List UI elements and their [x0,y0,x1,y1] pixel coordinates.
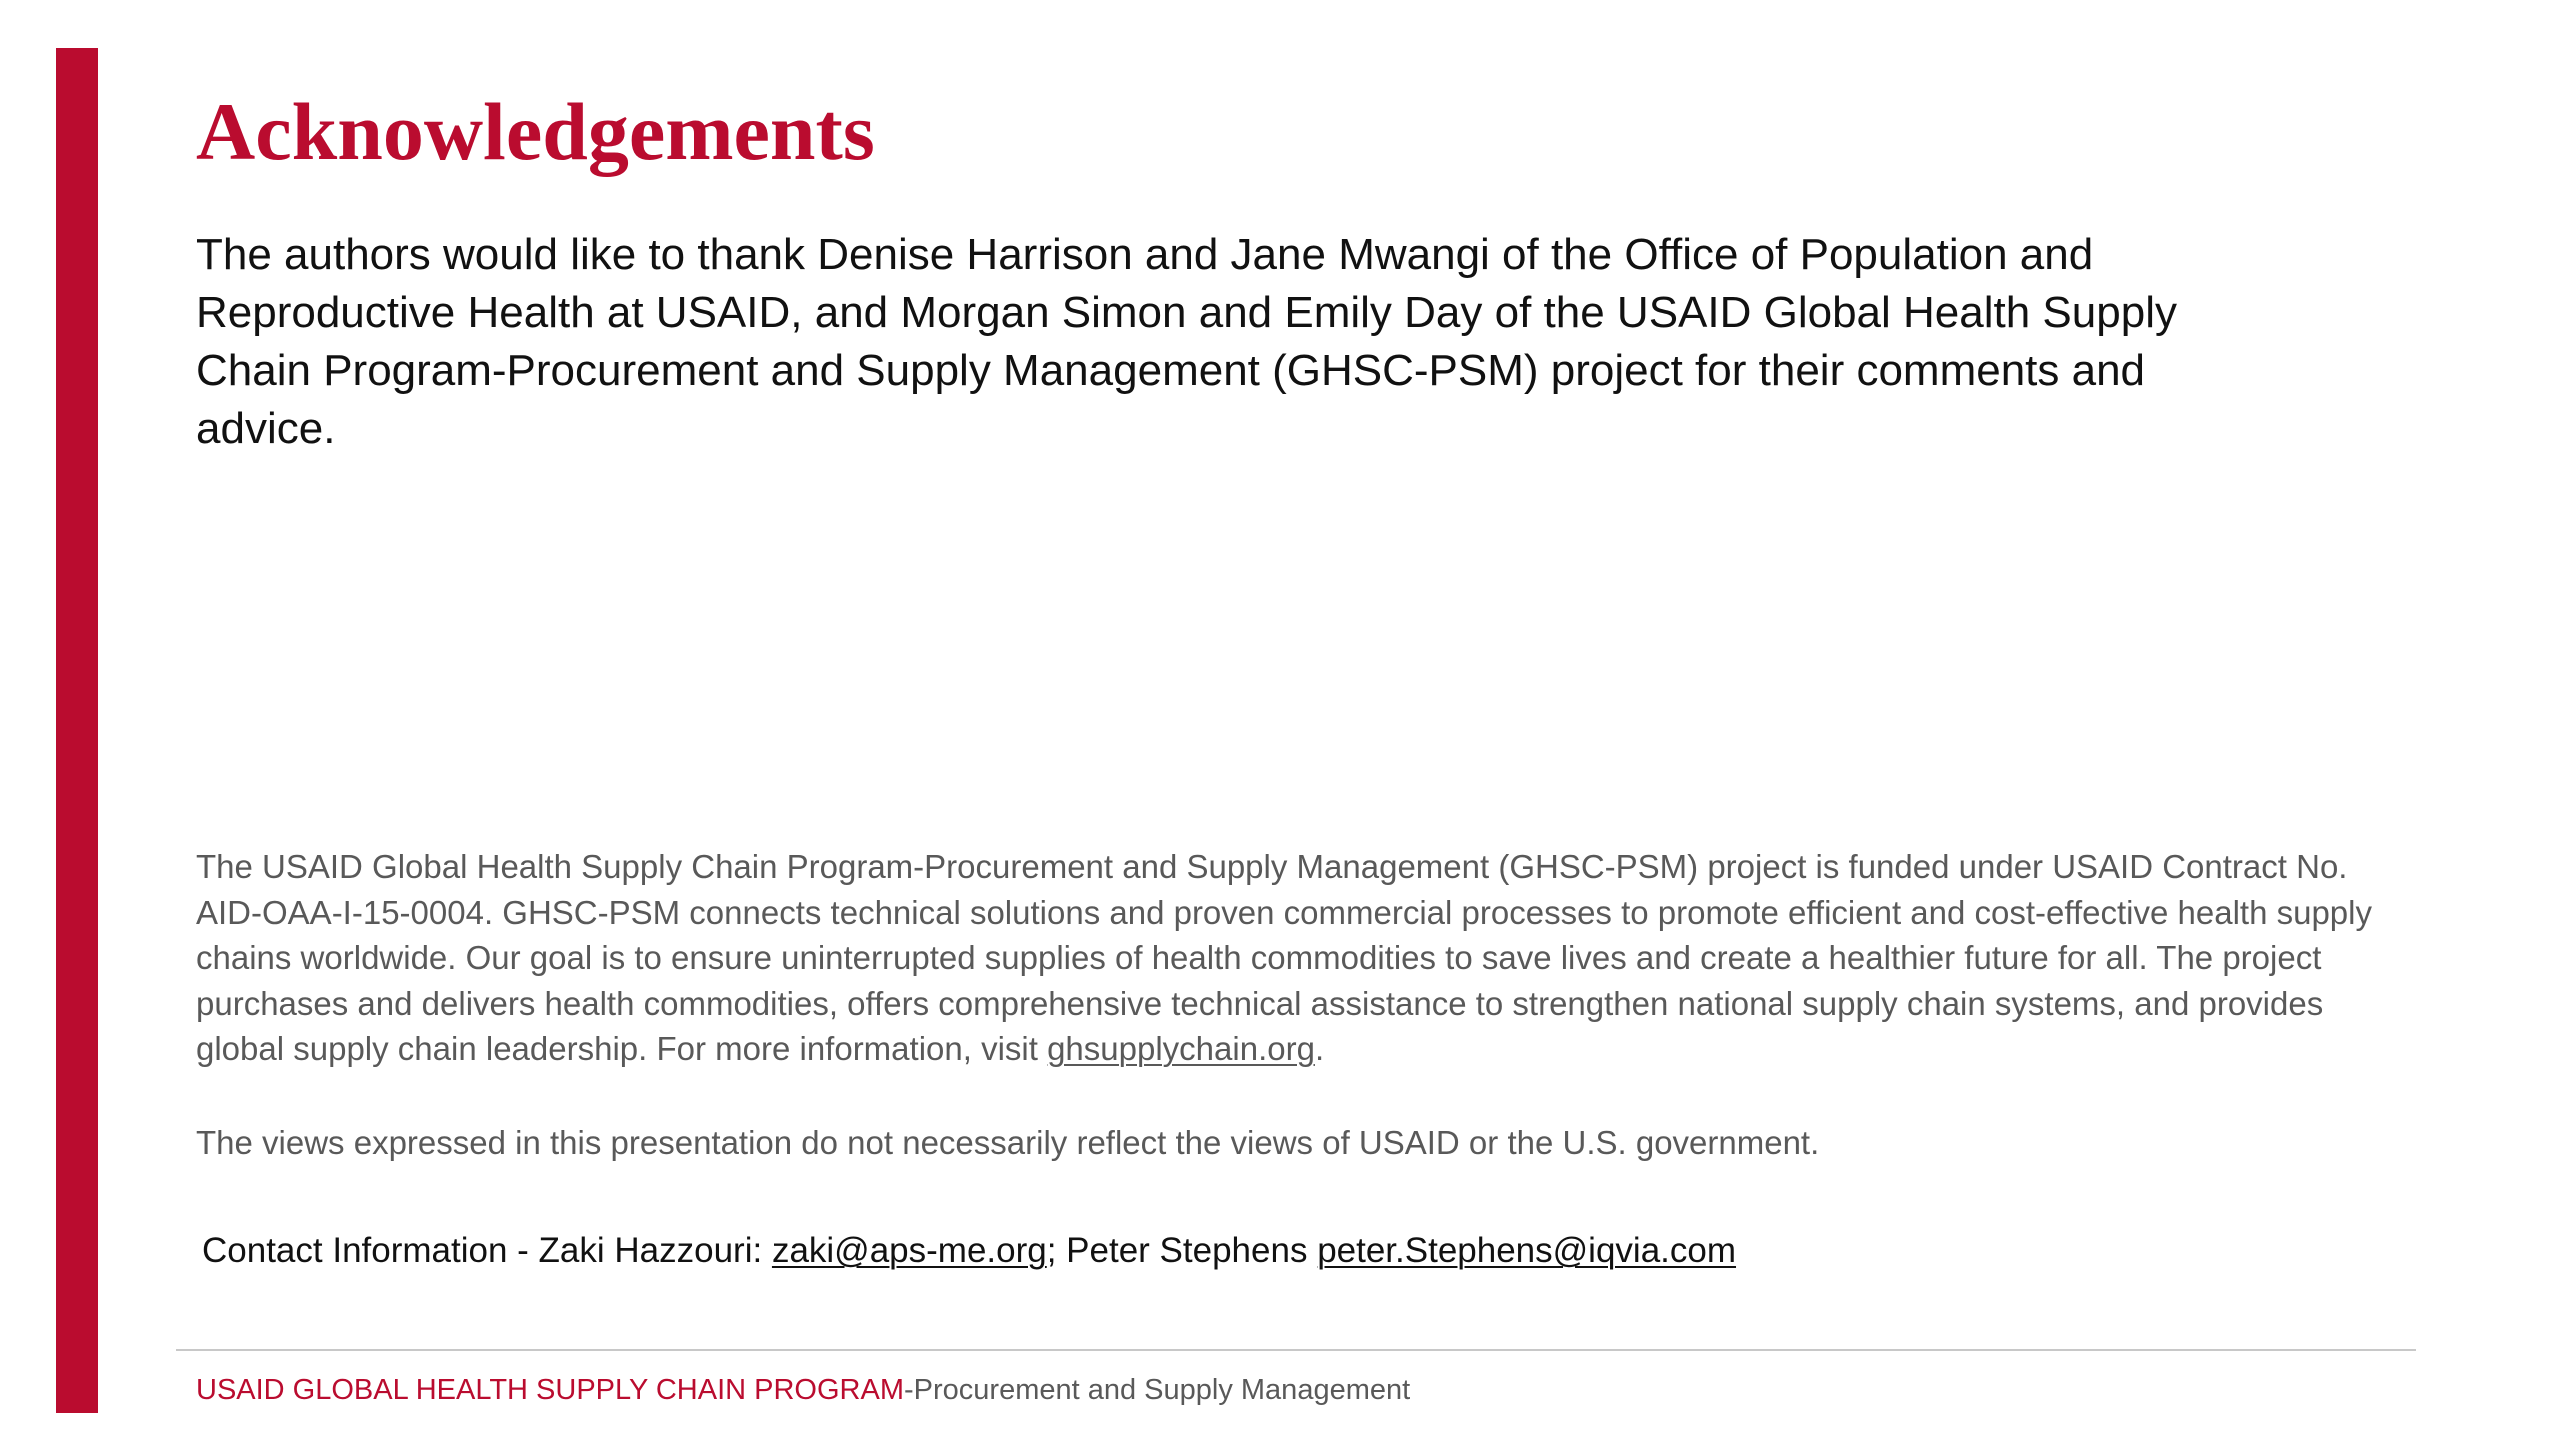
email-link-peter[interactable]: peter.Stephens@iqvia.com [1317,1231,1737,1270]
acknowledgement-text: The authors would like to thank Denise Harrison and Jane Mwangi of the Office of Population and Reproductive Health at USAID, and Morgan Simon and Emily Day of the USAID Global Health Supply Chain Program-Procurement and Supply Management (GHSC-PSM) project for their comments and advice. [196,230,2177,453]
contact-prefix: Contact Information - Zaki Hazzouri: [202,1231,772,1270]
footer-subtitle: -Procurement and Supply Management [904,1374,1411,1406]
accent-sidebar [56,48,98,1413]
funding-text: The USAID Global Health Supply Chain Program-Procurement and Supply Management (GHSC-PSM) project is funded under USAID Contract No. AID-OAA-I-15-0004. GHSC-PSM connects technical solutions and proven commercial processes to promote efficient and cost-effective health supply chains worldwide. Our goal is to ensure uninterrupted supplies of health commodities to save lives and create a healthier future for all. The project purchases and delivers health commodities, offers comprehensive technical assistance to strengthen national supply chain systems, and provides global supply chain leadership. For more information, visit [196,848,2372,1067]
footer-program-name: USAID GLOBAL HEALTH SUPPLY CHAIN PROGRAM [196,1374,904,1406]
footer [196,1370,1410,1410]
website-link[interactable]: ghsupplychain.org [1047,1030,1315,1067]
contact-information [202,1228,1736,1274]
contact-separator: ; Peter Stephens [1046,1231,1318,1270]
page-title: Acknowledgements [196,86,875,177]
funding-statement [196,844,2416,1072]
email-link-zaki[interactable]: zaki@aps-me.org [771,1231,1047,1270]
footer-divider [176,1349,2416,1351]
funding-end: . [1314,1030,1325,1067]
disclaimer-text: The views expressed in this presentation do not necessarily reflect the views of USAID or the U.S. government. [196,1124,1820,1161]
